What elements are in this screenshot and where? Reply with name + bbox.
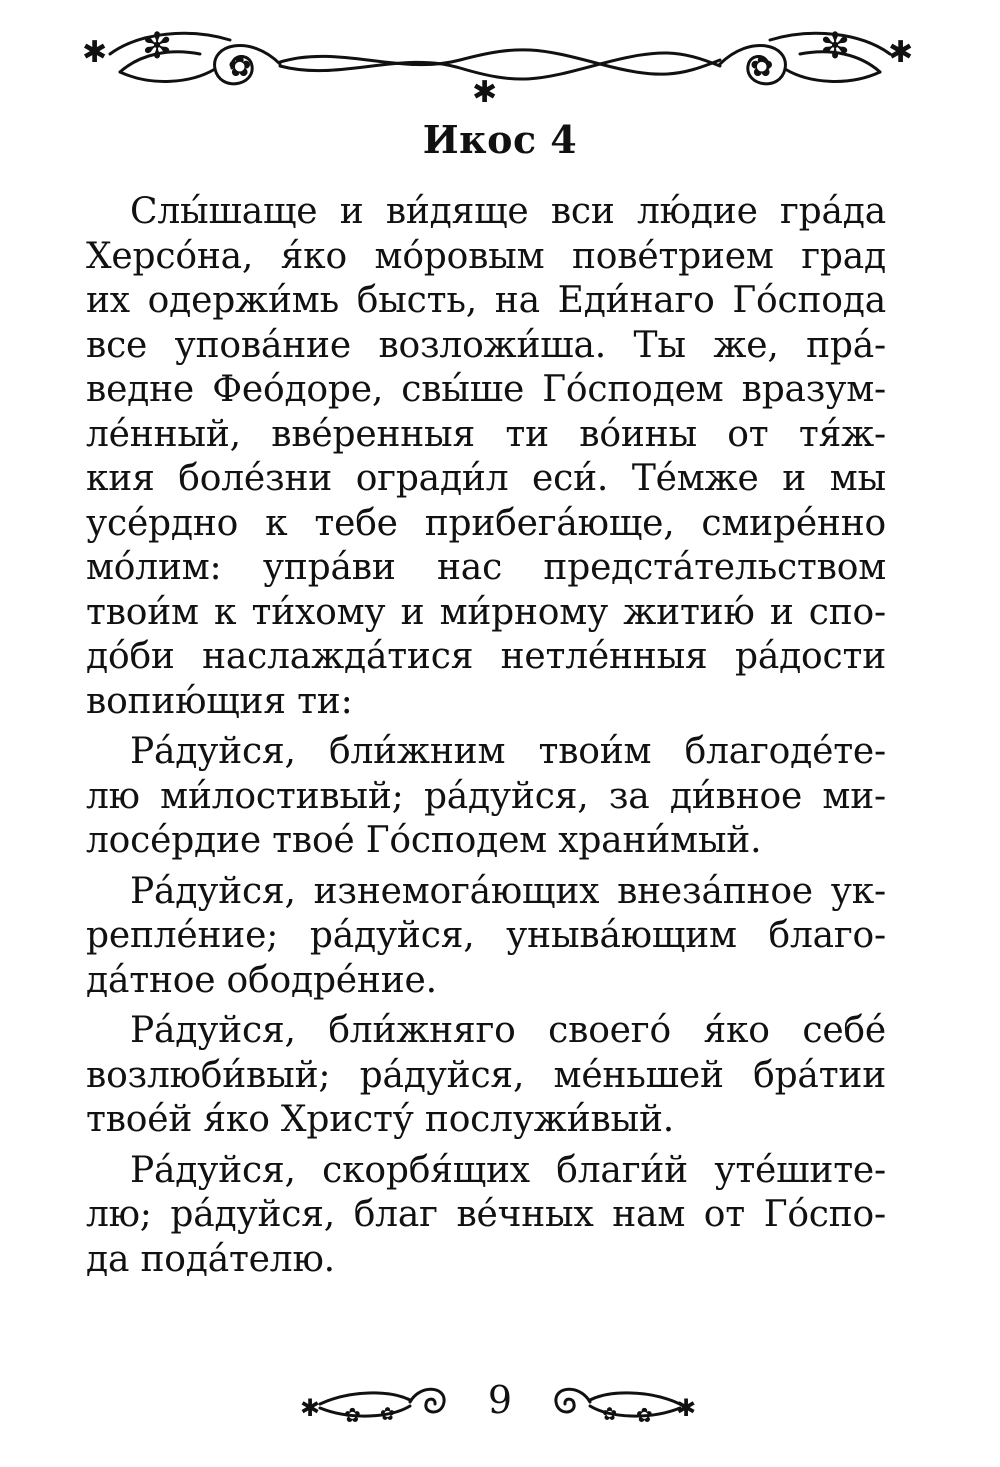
text-line: кия боле́зни огради́л еси́. Те́мже и мы [86, 458, 886, 499]
text-line: твои́м к ти́хому и ми́рному житию́ и спо- [86, 591, 886, 633]
svg-text:✿: ✿ [344, 1403, 361, 1427]
text-line: лю ми́лостивый; ра́дуйся, за ди́вное ми- [86, 775, 886, 817]
text-line: усе́рдно к тебе прибега́юще, смире́нно [86, 502, 886, 544]
text-line: да́тное ободре́ние. [86, 959, 437, 1001]
svg-text:✱: ✱ [300, 1394, 321, 1422]
svg-text:✱: ✱ [472, 75, 498, 104]
svg-text:✻: ✻ [142, 26, 173, 67]
text-line: лю; ра́дуйся, благ ве́чных нам от Го́спо- [86, 1194, 886, 1235]
paragraph-rejoice-4 [86, 1149, 886, 1283]
svg-text:✱: ✱ [676, 1394, 697, 1422]
text-line: все упова́ние возложи́ша. Ты же, пра́- [86, 324, 886, 366]
text-line: возлюби́вый; ра́дуйся, ме́ньшей бра́тии [86, 1054, 886, 1096]
prayer-text [86, 190, 886, 1282]
text-line: Ра́дуйся, бли́жним твои́м благоде́те- [130, 731, 886, 772]
paragraph-rejoice-1 [86, 730, 886, 864]
text-line: Ра́дуйся, бли́жняго своего́ я́ко себе́ [130, 1010, 886, 1051]
text-line: твое́й я́ко Христу́ послужи́вый. [86, 1099, 675, 1140]
text-line: лосе́рдие твое́ Го́сподем храни́мый. [86, 820, 762, 861]
text-line: Ра́дуйся, скорбя́щих благи́й уте́шите- [130, 1149, 886, 1191]
text-line: Ра́дуйся, изнемога́ющих внеза́пное ук- [130, 870, 886, 912]
page-footer [0, 1370, 1000, 1430]
text-line: ле́нный, вве́ренныя ти во́ины от тя́ж- [86, 413, 886, 455]
svg-text:✿: ✿ [636, 1403, 653, 1427]
text-line: да пода́телю. [86, 1238, 335, 1280]
svg-text:✱: ✱ [82, 35, 108, 70]
paragraph-rejoice-3 [86, 1009, 886, 1143]
svg-text:✱: ✱ [888, 35, 914, 70]
text-line: Херсо́на, я́ко мо́ровым пове́трием град [86, 235, 886, 277]
text-line: вопию́щия ти: [86, 680, 353, 722]
paragraph-rejoice-2 [86, 870, 886, 1004]
page-title: Икос 4 [422, 117, 578, 162]
text-line: репле́ние; ра́дуйся, уныва́ющим благо- [86, 915, 886, 956]
paragraph-ikos [86, 190, 886, 724]
svg-text:✿: ✿ [602, 1404, 618, 1425]
text-line: ведне Феóдоре, свы́ше Го́сподем вразум- [86, 369, 886, 410]
text-line: мо́лим: упра́ви нас предста́тельством [86, 547, 886, 588]
svg-text:✿: ✿ [380, 1404, 396, 1425]
svg-text:✿: ✿ [750, 50, 774, 83]
text-line: до́би наслажда́тися нетле́нныя ра́дости [86, 636, 886, 677]
floral-flourish-left-icon [300, 1370, 460, 1430]
text-line: Слы́шаще и ви́дяще вси лю́дие гра́да [130, 191, 886, 232]
svg-text:✻: ✻ [820, 26, 851, 67]
svg-text:✿: ✿ [228, 50, 252, 83]
text-line: их одержи́мь бысть, на Еди́наго Го́спода [86, 280, 886, 321]
floral-flourish-right-icon [540, 1370, 700, 1430]
page-number: 9 [487, 1378, 513, 1422]
floral-flourish-border-icon [80, 14, 920, 104]
